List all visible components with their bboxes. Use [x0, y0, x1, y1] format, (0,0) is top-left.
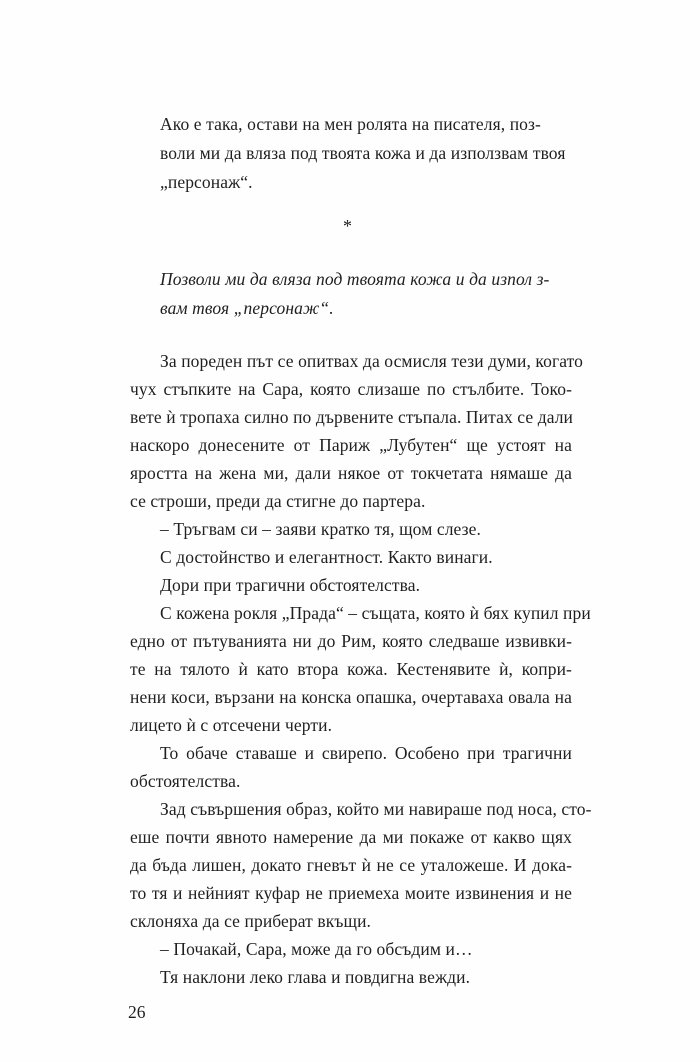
body-text-line: Дори при трагични обстоятелства.	[160, 575, 421, 595]
body-text-line: едно от пътуванията ни до Рим, която следваше извивки-	[130, 631, 572, 651]
opening-quote-line: „персонаж“.	[160, 172, 253, 192]
body-text-line: – Тръгвам си – заяви кратко тя, щом слезе.	[160, 519, 481, 539]
section-separator: *	[343, 216, 352, 236]
body-text-line: се строши, преди да стигне до партера.	[130, 491, 426, 511]
body-text-line: обстоятелства.	[130, 771, 241, 791]
body-text-line: Тя наклони леко глава и повдигна вежди.	[160, 967, 471, 987]
body-text-line: – Почакай, Сара, може да го обсъдим и…	[160, 939, 473, 959]
body-text-line: С достойнство и елегантност. Както винаги.	[160, 547, 493, 567]
body-text-line: лицето ѝ с отсечени черти.	[130, 715, 333, 735]
body-text-line: еше почти явното намерение да ми покаже от какво щях	[130, 827, 572, 847]
opening-quote-line: воли ми да вляза под твоята кожа и да използвам твоя	[160, 143, 566, 163]
body-text-line: наскоро донесените от Париж „Лубутен“ ще устоят на	[130, 435, 572, 455]
body-text-line: те на тялото ѝ като втора кожа. Кестенявите ѝ, копри-	[130, 659, 572, 679]
body-text-line: То обаче ставаше и свирепо. Особено при трагични	[160, 743, 572, 763]
body-text-line: яростта на жена ми, дали някое от токчетата нямаше да	[130, 463, 572, 483]
body-text-line: За пореден път се опитвах да осмисля тези думи, когато	[160, 351, 584, 371]
body-text-line: Зад съвършения образ, който ми навираше под носа, сто-	[160, 799, 592, 819]
body-text-line: склоняха да се приберат вкъщи.	[130, 911, 372, 931]
italic-quote-line: вам твоя „персонаж“.	[160, 298, 334, 318]
body-text-line: да бъда лишен, докато гневът ѝ не се уталожеше. И дока-	[130, 855, 572, 875]
page-number: 26	[128, 1002, 146, 1022]
opening-quote-line: Ако е така, остави на мен ролята на писателя, поз-	[160, 114, 541, 134]
body-text-line: то тя и нейният куфар не приемеха моите извинения и не	[130, 883, 572, 903]
body-text-line: С кожена рокля „Прада“ – същата, която ѝ бях купил при	[160, 603, 591, 623]
body-text-line: чух стъпките на Сара, която слизаше по стълбите. Токо-	[130, 379, 572, 399]
body-text-line: вете ѝ тропаха силно по дървените стъпала. Питах се дали	[130, 407, 574, 427]
italic-quote-line: Позволи ми да вляза под твоята кожа и да изпол з-	[160, 269, 550, 289]
body-text-line: нени коси, вързани на конска опашка, очертаваха овала на	[130, 687, 572, 707]
